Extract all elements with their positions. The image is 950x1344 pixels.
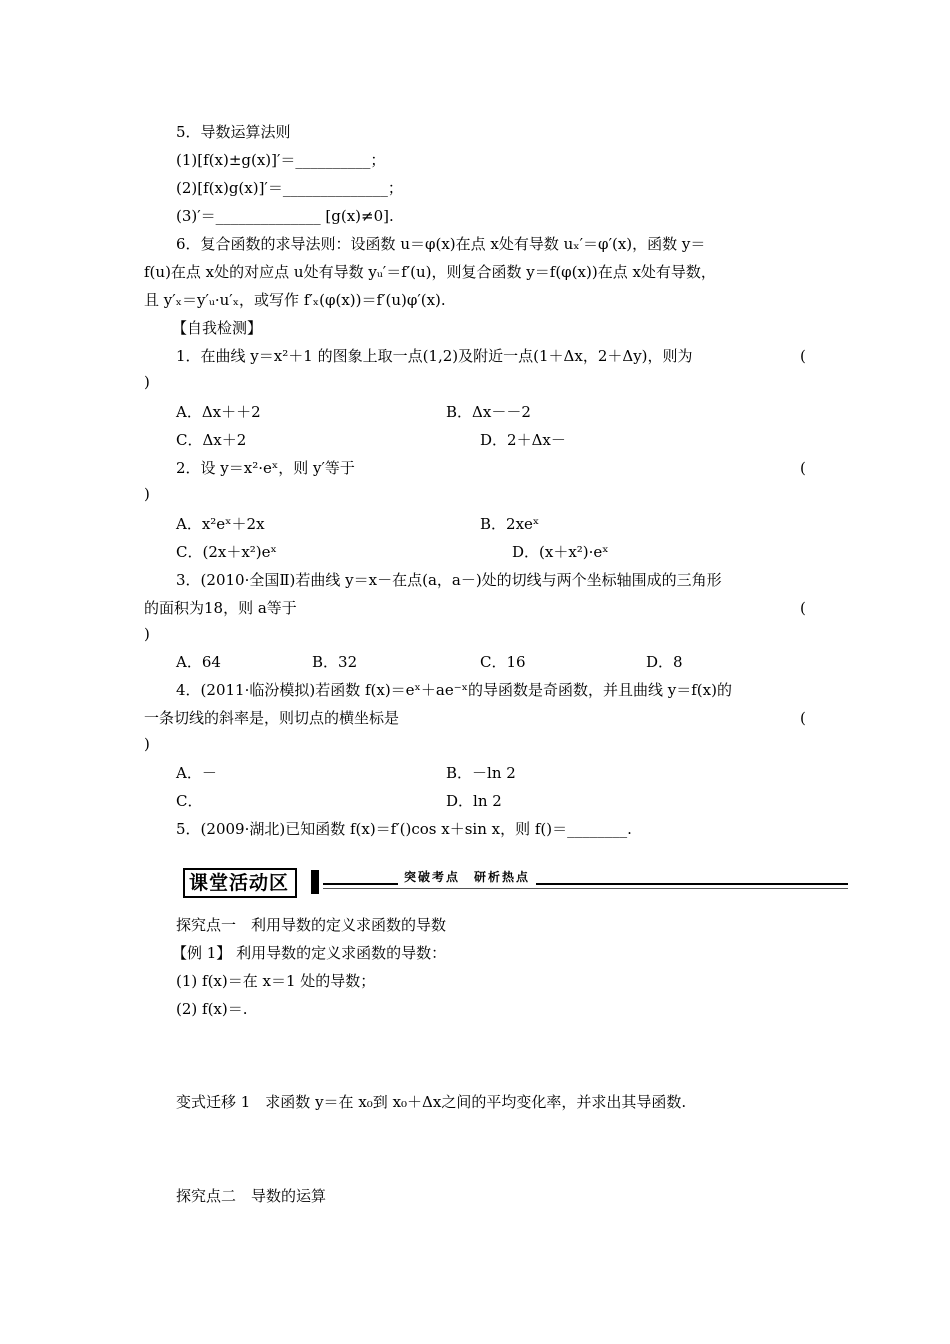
chain-rule-line-1: 6．复合函数的求导法则：设函数 u＝φ(x)在点 x处有导数 uₓ′＝φ′(x)，函数 y＝	[176, 235, 706, 253]
question-1-option-a: A．Δx＋＋2	[176, 403, 261, 421]
example-1-part-1: (1) f(x)＝在 x＝1 处的导数；	[176, 972, 376, 990]
question-1-option-b: B．Δx－－2	[446, 403, 531, 421]
question-3-stem-line-2: 的面积为18，则 a等于	[144, 599, 297, 617]
question-2-option-a: A．x²eˣ＋2x	[176, 515, 265, 533]
answer-paren-close: )	[144, 625, 150, 643]
chain-rule-line-3: 且 y′ₓ＝y′ᵤ·u′ₓ，或写作 f′ₓ(φ(x))＝f′(u)φ′(x).	[144, 291, 446, 309]
question-2-option-c: C．(2x＋x²)eˣ	[176, 543, 277, 561]
answer-paren-open: (	[800, 599, 806, 617]
answer-paren-close: )	[144, 735, 150, 753]
banner-rule-thin	[323, 888, 848, 889]
question-4-stem-line-1: 4．(2011·临汾模拟)若函数 f(x)＝eˣ＋ae⁻ˣ的导函数是奇函数，并且曲线 y＝f(x)的	[176, 681, 732, 699]
answer-paren-close: )	[144, 485, 150, 503]
classroom-activity-banner	[183, 866, 848, 898]
rule-section-title: 5．导数运算法则	[176, 123, 291, 141]
banner-subtitle: 突破考点 研析热点	[398, 868, 536, 885]
question-2-option-d: D．(x＋x²)·eˣ	[512, 543, 609, 561]
example-1-statement: 【例 1】 利用导数的定义求函数的导数：	[172, 944, 447, 962]
question-4-stem-line-2: 一条切线的斜率是，则切点的横坐标是	[144, 709, 400, 727]
banner-bar	[311, 870, 319, 894]
question-4-option-c: C．	[176, 792, 203, 810]
question-4-option-d: D．ln 2	[446, 792, 502, 810]
self-check-heading: 【自我检测】	[172, 319, 263, 337]
example-1-part-2: (2) f(x)＝.	[176, 1000, 248, 1018]
answer-paren-open: (	[800, 459, 806, 477]
rule-quotient: (3)′＝______________ [g(x)≠0].	[176, 207, 394, 225]
chain-rule-line-2: f(u)在点 x处的对应点 u处有导数 yᵤ′＝f′(u)，则复合函数 y＝f(φ(x))在点 x处有导数，	[144, 263, 716, 281]
question-3-option-a: A．64	[176, 653, 221, 671]
question-1-option-c: C．Δx＋2	[176, 431, 247, 449]
answer-paren-close: )	[144, 373, 150, 391]
question-3-stem-line-1: 3．(2010·全国Ⅱ)若曲线 y＝x－在点(a，a－)处的切线与两个坐标轴围成的三角形	[176, 571, 722, 589]
question-2-option-b: B．2xeˣ	[480, 515, 540, 533]
rule-sum: (1)[f(x)±g(x)]′＝__________；	[176, 151, 386, 169]
question-2-stem: 2．设 y＝x²·eˣ，则 y′等于	[176, 459, 355, 477]
question-4-option-b: B．－ln 2	[446, 764, 516, 782]
explore-point-2-heading: 探究点二 导数的运算	[176, 1187, 327, 1205]
variant-exercise-1: 变式迁移 1 求函数 y＝在 x₀到 x₀＋Δx之间的平均变化率，并求出其导函数.	[176, 1093, 687, 1111]
answer-paren-open: (	[800, 709, 806, 727]
rule-product: (2)[f(x)g(x)]′＝______________；	[176, 179, 403, 197]
question-3-option-d: D．8	[646, 653, 683, 671]
banner-title: 课堂活动区	[183, 868, 297, 898]
question-3-option-c: C．16	[480, 653, 526, 671]
answer-paren-open: (	[800, 347, 806, 365]
question-1-option-d: D．2＋Δx－	[480, 431, 566, 449]
question-3-option-b: B．32	[312, 653, 358, 671]
explore-point-1-heading: 探究点一 利用导数的定义求函数的导数	[176, 916, 447, 934]
question-1-stem: 1．在曲线 y＝x²＋1 的图象上取一点(1,2)及附近一点(1＋Δx，2＋Δy)，则为	[176, 347, 693, 365]
question-4-option-a: A．－	[176, 764, 217, 782]
question-5-stem: 5．(2009·湖北)已知函数 f(x)＝f′()cos x＋sin x，则 f()＝________.	[176, 820, 632, 838]
